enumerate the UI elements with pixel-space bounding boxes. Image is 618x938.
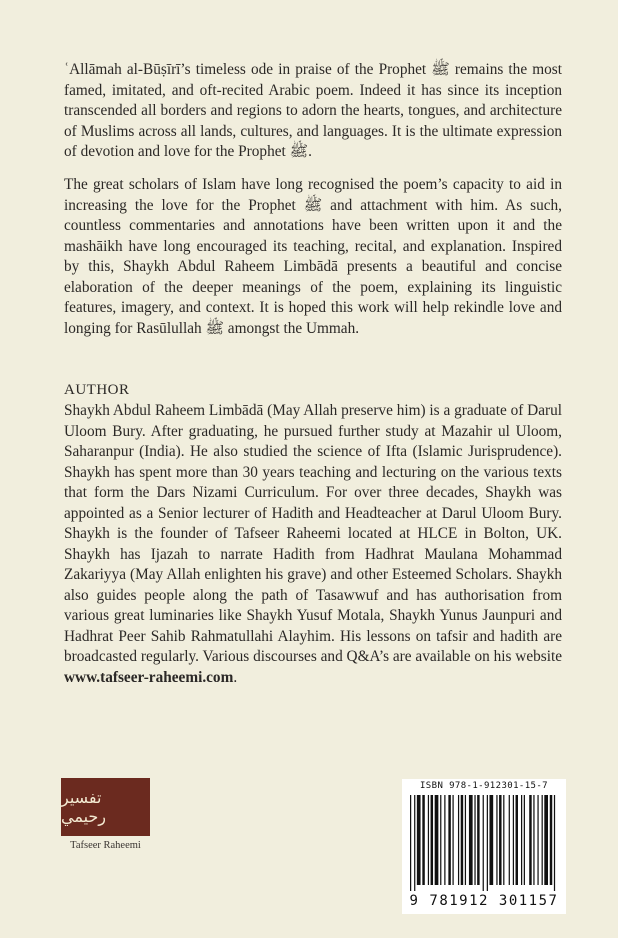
barcode-bar <box>499 795 501 885</box>
barcode-bar <box>469 795 473 885</box>
barcode-bar <box>428 795 429 885</box>
barcode-bar <box>521 795 522 885</box>
barcode-bar <box>509 795 510 885</box>
author-bio-period: . <box>233 668 238 686</box>
barcode-bar <box>435 795 439 885</box>
barcode-bar <box>524 795 525 885</box>
barcode-bar <box>422 795 424 885</box>
barcode-bar <box>452 795 453 885</box>
author-bio-text: Shaykh Abdul Raheem Limbādā (May Allah preserve him) is a graduate of Darul Uloom Bury. After graduating, he pursued further study at Mazahir ul Uloom, Saharanpur (India). He also studied the science of Ifta (Islamic Jurisprudence). Shaykh has spent more than 30 years teaching and lecturing on the various texts that form the Dars Nizami Curriculum. For over three decades, Shaykh was appointed as a Senior lecturer of Hadith and Headteacher at Darul Uloom Bury. Shaykh is the founder of Tafseer Raheemi located at HLCE in Bolton, UK. Shaykh has Ijazah to narrate Hadith from Hadhrat Maulana Mohammad Zakariyya (May Allah enlighten his grave) and other Esteemed Scholars. Shaykh also guides people along the path of Tasawwuf and has authorisation from various great luminaries like Shaykh Yusuf Motala, Shaykh Yunus Jaunpuri and Hadhrat Peer Sahib Rahmatullahi Alayhim. His lessons on tafsir and hadith are broadcasted regularly. Various discourses and Q&A’s are available on his website <box>64 402 562 665</box>
barcode-digits: 9 781912 301157 <box>409 893 559 909</box>
blurb-paragraph-1: ʿAllāmah al-Būṣīrī’s timeless ode in praise of the Prophet ﷺ remains the most famed, imitated, and oft-recited Arabic poem. Indeed it has since its inception transcended all borders and regions to adorn the hearts, tongues, and architecture of Muslims across all lands, cultures, and languages. It is the ultimate expression of devotion and love for the Prophet ﷺ. <box>64 61 562 160</box>
publisher-logo-text: تفسير رحيمي <box>61 788 107 826</box>
barcode-bar <box>537 795 538 885</box>
barcode-bar <box>533 795 534 885</box>
blurb-paragraph-2: The great scholars of Islam have long recognised the poem’s capacity to aid in increasing the love for the Prophet ﷺ and attachment with him. As such, countless commentaries and annotations have been written upon it and the mashāikh have long encouraged its teaching, recital, and explanation. Inspired by this, Shaykh Abdul Raheem Limbādā presents a beautiful and concise elaboration of the deeper meanings of the poem, explaining its linguistic features, imagery, and context. It is hoped this work will help rekindle love and longing for Rasūlullah ﷺ amongst the Ummah. <box>64 176 562 337</box>
barcode-bar <box>410 795 411 891</box>
barcode-bar <box>513 795 514 885</box>
barcode-bar <box>440 795 441 885</box>
author-bio <box>64 401 562 688</box>
barcode-bar <box>474 795 475 885</box>
barcode-bar <box>444 795 445 885</box>
barcode-bar <box>503 795 504 885</box>
publisher-name: Tafseer Raheemi <box>70 840 141 851</box>
barcode-bar <box>461 795 463 885</box>
barcode-bar <box>483 795 484 891</box>
isbn-label: ISBN 978-1-912301-15-7 <box>419 781 548 791</box>
barcode-bar <box>465 795 466 885</box>
barcode-bar <box>496 795 497 885</box>
barcode-bar <box>550 795 552 885</box>
barcode-bar <box>489 795 493 885</box>
barcode-bar <box>529 795 531 885</box>
barcode-bar <box>458 795 459 885</box>
barcode-bar <box>448 795 450 885</box>
barcode-bar <box>554 795 555 891</box>
author-website-link[interactable]: www.tafseer-raheemi.com <box>64 668 234 686</box>
barcode-bar <box>477 795 479 885</box>
barcode-bar <box>544 795 548 885</box>
barcode-bars <box>410 795 558 891</box>
barcode-bar <box>487 795 488 891</box>
barcode-bar <box>542 795 543 885</box>
barcode-bar <box>431 795 433 885</box>
barcode-bar <box>417 795 421 885</box>
isbn-barcode <box>402 779 566 914</box>
barcode-bar <box>414 795 415 891</box>
publisher-logo <box>61 778 150 836</box>
barcode-bar <box>516 795 518 885</box>
author-heading: AUTHOR <box>64 382 130 398</box>
